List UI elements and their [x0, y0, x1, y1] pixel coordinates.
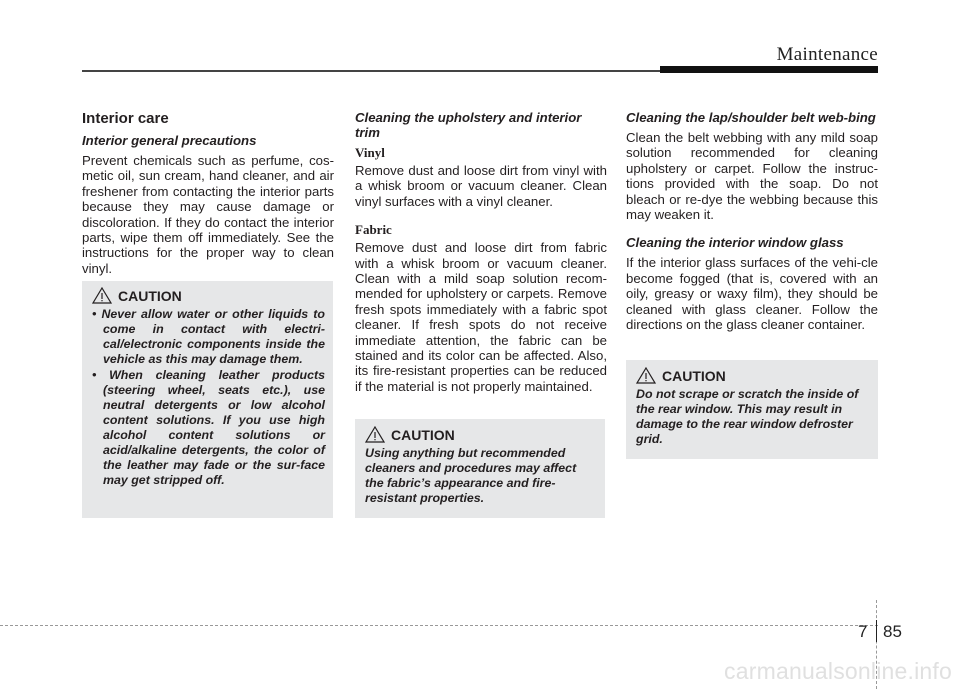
- page-number: 85: [883, 622, 902, 641]
- upholstery-subtitle: Cleaning the upholstery and interior trim: [355, 110, 582, 140]
- caution-item-leather: • When cleaning leather products (steering wheel, seats etc.), use neutral detergents or low alcohol content solutions. If you use high alcohol content solutions or acid/alkaline detergents, the color of the leather may fade or the sur-face may get stripped off.: [92, 368, 325, 487]
- caution-label: CAUTION: [662, 367, 726, 384]
- caution-header: [365, 426, 597, 443]
- fabric-body: Remove dust and loose dirt from fabric with a whisk broom or vacuum cleaner. Clean with a mild soap solution recom-mended for upholstery or carpets. Remove fresh spots immediately with a fabric spot cleaner. If fresh spots do not receive immediate attention, the fabric can be stained and its color can be affected. Also, its fire-resistant properties can be reduced if the material is not properly maintained.: [355, 240, 607, 394]
- caution-box-liquids-leather: [82, 281, 333, 518]
- warning-triangle-icon: [636, 367, 656, 384]
- header-rule: [82, 70, 660, 72]
- interior-care-title: Interior care: [82, 110, 169, 127]
- header-rule-bold: [660, 66, 878, 73]
- watermark: carmanualsonline.info: [724, 658, 952, 684]
- fabric-heading: Fabric: [355, 222, 392, 238]
- caution-box-fabric: [355, 419, 605, 518]
- belt-webbing-body: Clean the belt webbing with any mild soap solution recommended for cleaning upholstery or carpet. Follow the instruc-tions provided with the soap. Do not bleach or re-dye the webbing because this may weaken it.: [626, 130, 878, 223]
- belt-webbing-subtitle: Cleaning the lap/shoulder belt web-bing: [626, 110, 876, 125]
- caution-text: Using anything but recommended cleaners and procedures may affect the fabric’s appearance and fire-resistant properties.: [365, 446, 577, 505]
- general-precautions-body: Prevent chemicals such as perfume, cos-metic oil, sun cream, hand cleaner, and air freshener from contacting the interior parts because they may cause damage or discoloration. If they do contact the interior parts, wipe them off immediately. See the instructions for the proper way to clean vinyl.: [82, 153, 334, 276]
- general-precautions-subtitle: Interior general precautions: [82, 133, 257, 148]
- vinyl-heading: Vinyl: [355, 145, 385, 160]
- caution-header: [636, 367, 870, 384]
- page-number-separator: [876, 620, 877, 642]
- column-3: [626, 110, 878, 332]
- window-glass-subtitle: Cleaning the interior window glass: [626, 235, 844, 251]
- caution-label: CAUTION: [391, 426, 455, 443]
- footer-dashed-rule: [0, 625, 878, 626]
- caution-list: [92, 307, 325, 488]
- chapter-number: 7: [858, 622, 868, 641]
- column-1: [82, 110, 334, 276]
- caution-item-liquids: • Never allow water or other liquids to come in contact with electri-cal/electronic components inside the vehicle as this may damage them.: [92, 307, 325, 366]
- column-2: [355, 110, 607, 394]
- warning-triangle-icon: [365, 426, 385, 443]
- caution-text: Do not scrape or scratch the inside of the rear window. This may result in damage to the rear window defroster grid.: [636, 387, 859, 446]
- section-title: Maintenance: [776, 44, 878, 65]
- caution-label: CAUTION: [118, 287, 182, 304]
- caution-header: [92, 287, 325, 304]
- vinyl-body: Remove dust and loose dirt from vinyl with a whisk broom or vacuum cleaner. Clean vinyl surfaces with a vinyl cleaner.: [355, 163, 607, 209]
- warning-triangle-icon: [92, 287, 112, 304]
- caution-box-rear-window: [626, 360, 878, 459]
- window-glass-body: If the interior glass surfaces of the vehi-cle become fogged (that is, covered with an oily, greasy or waxy film), they should be cleaned with glass cleaner. Follow the directions on the glass cleaner container.: [626, 255, 878, 333]
